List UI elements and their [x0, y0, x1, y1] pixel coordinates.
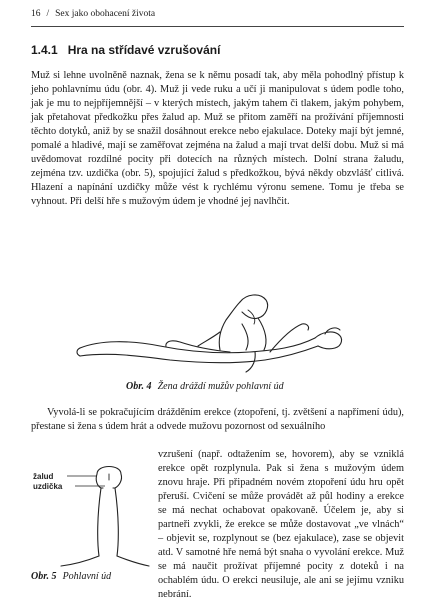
annotation-zalud: žalud: [33, 472, 54, 481]
figure-4-label: Obr. 4: [126, 381, 152, 392]
annotation-uzdicka: uzdička: [33, 482, 63, 491]
figure-4-caption-text: Žena dráždí mužův pohlavní úd: [157, 381, 284, 392]
figure-4-illustration: [70, 290, 360, 380]
figure-5-label: Obr. 5: [31, 571, 57, 582]
section-title: Hra na střídavé vzrušování: [67, 43, 221, 57]
body-paragraph-2-right-column: vzrušení (např. odtažením se, hovorem), aby se vzniklá erekce opět rozplynula. Pak si žena s mužovým údem znovu hraje. Při připadném novém ztopoření údu hru opět přeruší. Cvičení se může provádět až půl hodiny a erekce se má nechat ochabovat opakovaně. Účelem je, aby si partneři zvykli, že erekce se může dostavovat „ve vlnách“ – objevit se, rozplynout se (bez ejakulace), zase se objevit atd. V samotné hře nemá být snaha o vyvolání erekce. Muž se má naučit prožívat příjemné pocity z doteků i na ochablém údu. O erekci neusiluje, ale ani se jejímu vzniku nebrání.: [158, 449, 404, 600]
figure-5-caption: [31, 571, 111, 582]
body-paragraph-1: Muž si lehne uvolněně naznak, žena se k němu posadí tak, aby měla pohodlný přístup k jeho pohlavnímu údu (obr. 4). Muž ji vede ruku a učí ji manipulovat s údem podle toho, jak je mu to nejpříjemnější – v kterých místech, jakým tahem či tlakem, jakým pohybem, jak přetahovat předkožku přes žalud ap. Muž se přitom zaměří na prožívání příjemnosti těchto dotyků, aniž by se snažil dosáhnout erekce nebo ejakulace. Doteky mají být jemné, pomalé a hladivé, mají se zaměřovat zejména na žalud a mají trvat delší dobu. Muž si má uvědomovat rozdílné pocity při dotecích na různých místech. Dolní strana žaludu, zejména tzv. uzdička (obr. 5), spojující žalud s předkožkou, bývá někdy obzvlášť citlivá. Hlazení a napínání uzdičky může vést k rychlému výronu semene. Tomu je třeba se vyhnout. Při delší hře s mužovým údem je vhodné jej navlhčit.: [31, 70, 404, 207]
section-heading: [31, 43, 220, 57]
figure-4-caption: [126, 381, 284, 392]
running-title: Sex jako obohacení života: [55, 9, 156, 19]
running-header: [31, 9, 155, 19]
page-number: 16: [31, 9, 41, 19]
paragraph-2-top-text: Vyvolá-li se pokračujícím drážděním erekce (ztopoření, tj. zvětšení a napřímení údu), přestane si žena s údem hrát a odvede mužovu pozornost od sexuálního: [31, 407, 404, 432]
figure-5-illustration: [31, 456, 151, 581]
section-number: 1.4.1: [31, 43, 58, 57]
header-rule: [31, 26, 404, 27]
header-separator: /: [46, 9, 50, 19]
body-paragraph-2-top: [31, 406, 404, 434]
figure-5-caption-text: Pohlavní úd: [62, 571, 112, 582]
